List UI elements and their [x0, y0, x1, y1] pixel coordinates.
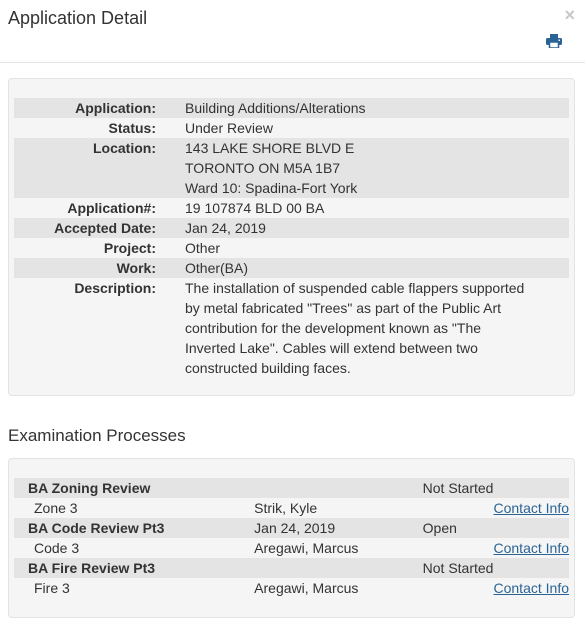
detail-row-location — [14, 138, 569, 198]
detail-row-status — [14, 118, 569, 138]
detail-label: Status: — [108, 120, 156, 136]
modal-title: Application Detail — [8, 8, 148, 28]
detail-row-accepted-date — [14, 218, 569, 238]
examiner-name: Aregawi, Marcus — [254, 540, 359, 556]
examination-processes-table — [14, 478, 569, 598]
examiner-unit: Code 3 — [34, 540, 80, 556]
examiner-unit: Zone 3 — [34, 500, 78, 516]
detail-row-description — [14, 278, 569, 378]
print-icon[interactable] — [546, 34, 562, 48]
process-spacer — [494, 478, 570, 498]
process-spacer — [494, 518, 570, 538]
detail-value: Other — [185, 240, 221, 256]
process-status: Not Started — [422, 560, 494, 576]
examiner-name: Strik, Kyle — [254, 500, 318, 516]
examiner-name: Aregawi, Marcus — [254, 580, 359, 596]
description-line: contribution for the development known as "The — [185, 320, 482, 336]
examiner-spacer — [423, 578, 494, 598]
detail-value — [185, 138, 569, 198]
examination-processes-panel — [8, 458, 575, 618]
examination-processes-title: Examination Processes — [8, 426, 186, 445]
detail-label: Description: — [74, 280, 156, 296]
detail-row-application-number — [14, 198, 569, 218]
description-line: The installation of suspended cable flappers supported — [185, 280, 525, 296]
process-name: BA Code Review Pt3 — [14, 518, 254, 538]
detail-label: Application#: — [67, 200, 156, 216]
detail-label: Work: — [14, 258, 185, 278]
detail-row-work — [14, 258, 569, 278]
process-name: BA Zoning Review — [14, 478, 254, 498]
detail-value: Building Additions/Alterations — [185, 98, 569, 118]
contact-cell — [494, 538, 570, 558]
detail-value: Other(BA) — [185, 258, 569, 278]
contact-info-link[interactable]: Contact Info — [493, 500, 569, 516]
detail-value: Under Review — [185, 120, 273, 136]
contact-cell — [494, 498, 570, 518]
examiner-spacer — [423, 498, 494, 518]
location-line: Ward 10: Spadina-Fort York — [185, 180, 358, 196]
contact-info-link[interactable]: Contact Info — [493, 580, 569, 596]
process-date — [254, 478, 423, 498]
examiner-row-code-3 — [14, 538, 569, 558]
process-row-fire — [14, 558, 569, 578]
description-line: by metal fabricated "Trees" as part of the Public Art — [185, 300, 502, 316]
process-status: Open — [423, 518, 494, 538]
detail-value — [185, 278, 569, 378]
examiner-row-fire-3 — [14, 578, 569, 598]
process-spacer — [494, 558, 570, 578]
detail-row-application — [14, 98, 569, 118]
detail-value: Jan 24, 2019 — [185, 218, 569, 238]
process-date: Jan 24, 2019 — [254, 518, 423, 538]
process-row-zoning — [14, 478, 569, 498]
modal-header — [0, 0, 585, 63]
contact-info-link[interactable]: Contact Info — [493, 540, 569, 556]
process-row-code — [14, 518, 569, 538]
detail-label: Project: — [103, 240, 156, 256]
application-detail-table — [14, 98, 569, 378]
description-line: Inverted Lake". Cables will extend between two — [185, 340, 478, 356]
location-line: 143 LAKE SHORE BLVD E — [185, 140, 355, 156]
process-date — [254, 558, 423, 578]
description-line: constructed building faces. — [185, 360, 351, 376]
detail-label: Accepted Date: — [14, 218, 185, 238]
location-line: TORONTO ON M5A 1B7 — [185, 160, 341, 176]
examiner-spacer — [423, 538, 494, 558]
process-status: Not Started — [422, 480, 494, 496]
application-detail-panel — [8, 78, 575, 396]
detail-label: Location: — [14, 138, 185, 198]
examiner-unit: Fire 3 — [34, 580, 70, 596]
detail-value: 19 107874 BLD 00 BA — [185, 200, 325, 216]
examiner-row-zone-3 — [14, 498, 569, 518]
contact-cell — [494, 578, 570, 598]
detail-label: Application: — [14, 98, 185, 118]
detail-row-project — [14, 238, 569, 258]
process-name: BA Fire Review Pt3 — [14, 558, 254, 578]
close-icon[interactable]: × — [564, 5, 575, 25]
